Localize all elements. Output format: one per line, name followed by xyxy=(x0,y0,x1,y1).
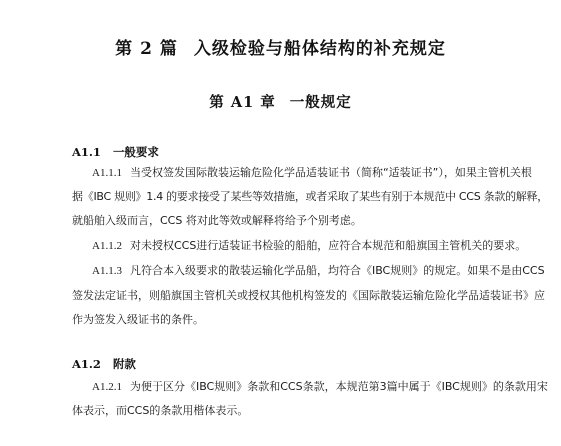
part-number: 第 2 篇 xyxy=(115,39,178,59)
clause-number: A1.2.1 xyxy=(92,381,122,393)
clause-a1-1-1-line-1 xyxy=(92,165,532,181)
clause-number: A1.1.2 xyxy=(92,240,122,252)
clause-a1-1-1-line-2: 据《IBC 规则》1.4 的要求接受了某些等效措施，或者采取了某些有别于本规范中 CCS 条款的解释， xyxy=(72,190,548,203)
section-heading-a1-1 xyxy=(72,144,159,160)
section-heading-a1-2 xyxy=(72,356,136,372)
clause-a1-1-2-line-1 xyxy=(92,238,526,254)
clause-text: 对未授权CCS进行适装证书检验的船舶，应符合本规范和船旗国主管机关的要求。 xyxy=(129,239,527,252)
section-number: A1.2 xyxy=(72,357,101,371)
section-title: 一般要求 xyxy=(112,145,159,159)
clause-text: 为便于区分《IBC规则》条款和CCS条款，本规范第3篇中属于《IBC规则》的条款用宋 xyxy=(129,380,548,393)
clause-number: A1.1.1 xyxy=(92,167,122,179)
part-title xyxy=(0,34,561,59)
section-title: 附款 xyxy=(112,357,136,371)
clause-a1-1-3-line-2: 签发法定证书，则船旗国主管机关或授权其他机构签发的《国际散装运输危险化学品适装证书》应 xyxy=(72,289,545,302)
clause-a1-2-1-line-2: 体表示，而CCS的条款用楷体表示。 xyxy=(72,404,249,417)
section-number: A1.1 xyxy=(72,145,101,159)
clause-text: 当受权签发国际散装运输危险化学品适装证书（简称“适装证书”），如果主管机关根 xyxy=(129,166,532,179)
clause-text: 凡符合本入级要求的散装运输化学品船，均符合《IBC规则》的规定。如果不是由CCS xyxy=(129,264,545,277)
clause-a1-1-1-line-3: 就船舶入级而言，CCS 将对此等效或解释将给予个别考虑。 xyxy=(72,214,362,227)
clause-a1-2-1-line-1 xyxy=(92,379,548,395)
clause-a1-1-3-line-3: 作为签发入级证书的条件。 xyxy=(72,313,204,326)
chapter-title-text: 一般规定 xyxy=(289,94,352,111)
chapter-title xyxy=(0,91,561,112)
clause-number: A1.1.3 xyxy=(92,265,122,277)
chapter-number: 第 A1 章 xyxy=(209,94,276,111)
clause-a1-1-3-line-1 xyxy=(92,263,545,279)
part-title-text: 入级检验与船体结构的补充规定 xyxy=(193,39,446,59)
